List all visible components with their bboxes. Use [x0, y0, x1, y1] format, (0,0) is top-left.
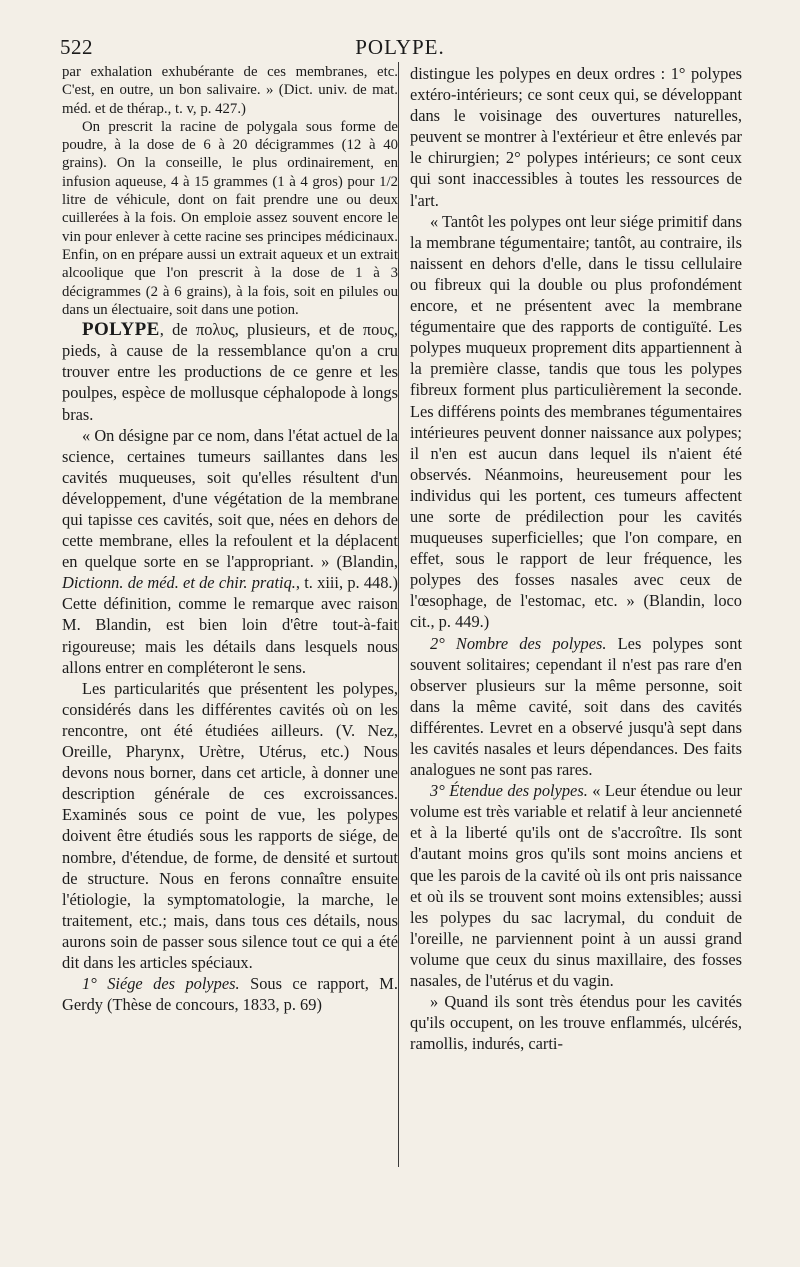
paragraph-blandin-quote: « On désigne par ce nom, dans l'état actuel de la science, certaines tumeurs saillantes dans les cavités muqueuses, soit qu'elles résultent d'un développement, d'une végétation de la membrane qui tapisse ces cavités, soit que, nées en dehors de cette membrane, elles la refoulent et la déplacent en quelque sorte en se l'appropriant. » (Blandin, Dictionn. de méd. et de chir. pratiq., t. xiii, p. 448.) Cette définition, comme le remarque avec raison M. Blandin, est bien loin d'être tout-à-fait rigoureuse; mais les détails dans lesquels nous allons entrer en compléteront le sens. [62, 425, 398, 677]
entry-polype-definition [62, 319, 398, 424]
paragraph-siege: 1° Siége des polypes. Sous ce rapport, M. Gerdy (Thèse de concours, 1833, p. 69) [62, 974, 398, 1015]
citation-dictionnaire: Dictionn. de méd. et de chir. pratiq. [62, 573, 296, 593]
paragraph-siege-primitif: « Tantôt les polypes ont leur siége primitif dans la membrane tégumentaire; tantôt, au contraire, ils naissent en dehors d'elle, dans le tissu cellulaire ou fibreux qui la double ou plus profondément encore, et ne présentent avec la membrane tégumentaire que des rapports de contiguïté. Les polypes muqueux proprement dits appartiennent à la première classe, tandis que tous les polypes fibreux forment plus particulièrement la seconde. Les différens points des membranes tégumentaires intérieures peuvent donner naissance aux polypes; il n'en est aucun dans lequel ils n'aient été observés. Néanmoins, heureusement pour les individus qui les portent, ces tumeurs affectent une sorte de prédilection pour les cavités muqueuses superficielles; que l'on compare, en effet, sous le rapport de leur fréquence, les polypes des fosses nasales avec ceux de l'œsophage, de l'estomac, etc. » (Blandin, loco cit., p. 449.) [410, 211, 742, 632]
page-header [60, 35, 740, 59]
page-number: 522 [60, 35, 93, 59]
paragraph-etendue: 3° Étendue des polypes. « Leur étendue ou leur volume est très variable et relatif à leur ancienneté et à la liberté qu'ils ont de s'accroître. Ils sont d'autant moins gros qu'ils sont moins anciens et que les parois de la cavité où ils ont pris naissance et où ils se trouvent sont moins extensibles; aussi les polypes du sac lacrymal, du conduit de l'oreille, ne parviennent point à un aussi grand volume que ceux du sinus maxillaire, des fosses nasales, de l'utérus et du vagin. [410, 781, 742, 991]
section-heading-etendue: 3° Étendue des polypes. [430, 781, 588, 801]
entry-etymology: , de πολυς, plusieurs, et de πους, pieds, à cause de la ressemblance qu'on a cru trouver entre les productions de ce genre et les poulpes, espèce de mollusque céphalopode à longs bras. [62, 320, 398, 424]
paragraph-deux-ordres: distingue les polypes en deux ordres : 1° polypes extéro-intérieurs; ce sont ceux qui, se développant dans le voisinage des ouvertures naturelles, peuvent se montrer à l'extérieur et être enlevés par le chirurgien; 2° polypes intérieurs; ce sont ceux qui sont inaccessibles à toutes les ressources de l'art. [410, 64, 742, 210]
running-title: POLYPE. [355, 35, 445, 59]
paragraph-tres-etendus: » Quand ils sont très étendus pour les cavités qu'ils occupent, on les trouve enflammés, ulcérés, ramollis, indurés, carti- [410, 992, 742, 1054]
column-divider [398, 62, 399, 1167]
paragraph-particularites: Les particularités que présentent les polypes, considérés dans les différentes cavités où on les rencontre, ont été étudiées ailleurs. (V. Nez, Oreille, Pharynx, Urètre, Utérus, etc.) Nous devons nous borner, dans cet article, à donner une description générale de ces excroissances. Examinés sous ce point de vue, les polypes doivent être étudiés sous les rapports de siége, de nombre, d'étendue, de forme, de densité et surtout de structure. Nous en ferons connaître ensuite l'étiologie, la symptomatologie, la marche, le traitement, etc.; mais, dans tous ces détails, nous aurons soin de passer sous silence tout ce qui a été dit dans les articles spéciaux. [62, 678, 398, 972]
paragraph-polygala-dosage: On prescrit la racine de polygala sous forme de poudre, à la dose de 6 à 20 décigrammes (12 à 40 grains). On la conseille, le plus ordinairement, en infusion aqueuse, 4 à 15 grammes (1 à 4 gros) pour 1/2 litre de véhicule, dont on fait prendre une ou deux cuillerées à la fois. On emploie assez souvent encore le vin pour enlever à cette racine ses principes médicinaux. Enfin, on en prépare aussi un extrait aqueux et un extrait alcoolique que l'on prescrit à la dose de 1 à 3 décigrammes (2 à 6 grains), à la fois, soit en pilules ou dans un électuaire, soit dans une potion. [62, 118, 398, 318]
right-column [410, 63, 742, 1054]
section-heading-nombre: 2° Nombre des polypes. [430, 633, 607, 653]
left-column [62, 63, 398, 1015]
section-heading-siege: 1° Siége des polypes. [82, 974, 240, 994]
paragraph-salivaire: par exhalation exhubérante de ces membranes, etc. C'est, en outre, un bon salivaire. » (Dict. univ. de mat. méd. et de thérap., t. v, p. 427.) [62, 64, 398, 117]
paragraph-nombre: 2° Nombre des polypes. Les polypes sont souvent solitaires; cependant il n'est pas rare d'en observer plusieurs sur la même personne, soit dans la même cavité, soit dans des cavités différentes. Levret en a observé jusqu'à sept dans les cavités nasales et leurs dépendances. Des faits analogues ne sont pas rares. [410, 633, 742, 780]
entry-headword: POLYPE [82, 319, 160, 341]
